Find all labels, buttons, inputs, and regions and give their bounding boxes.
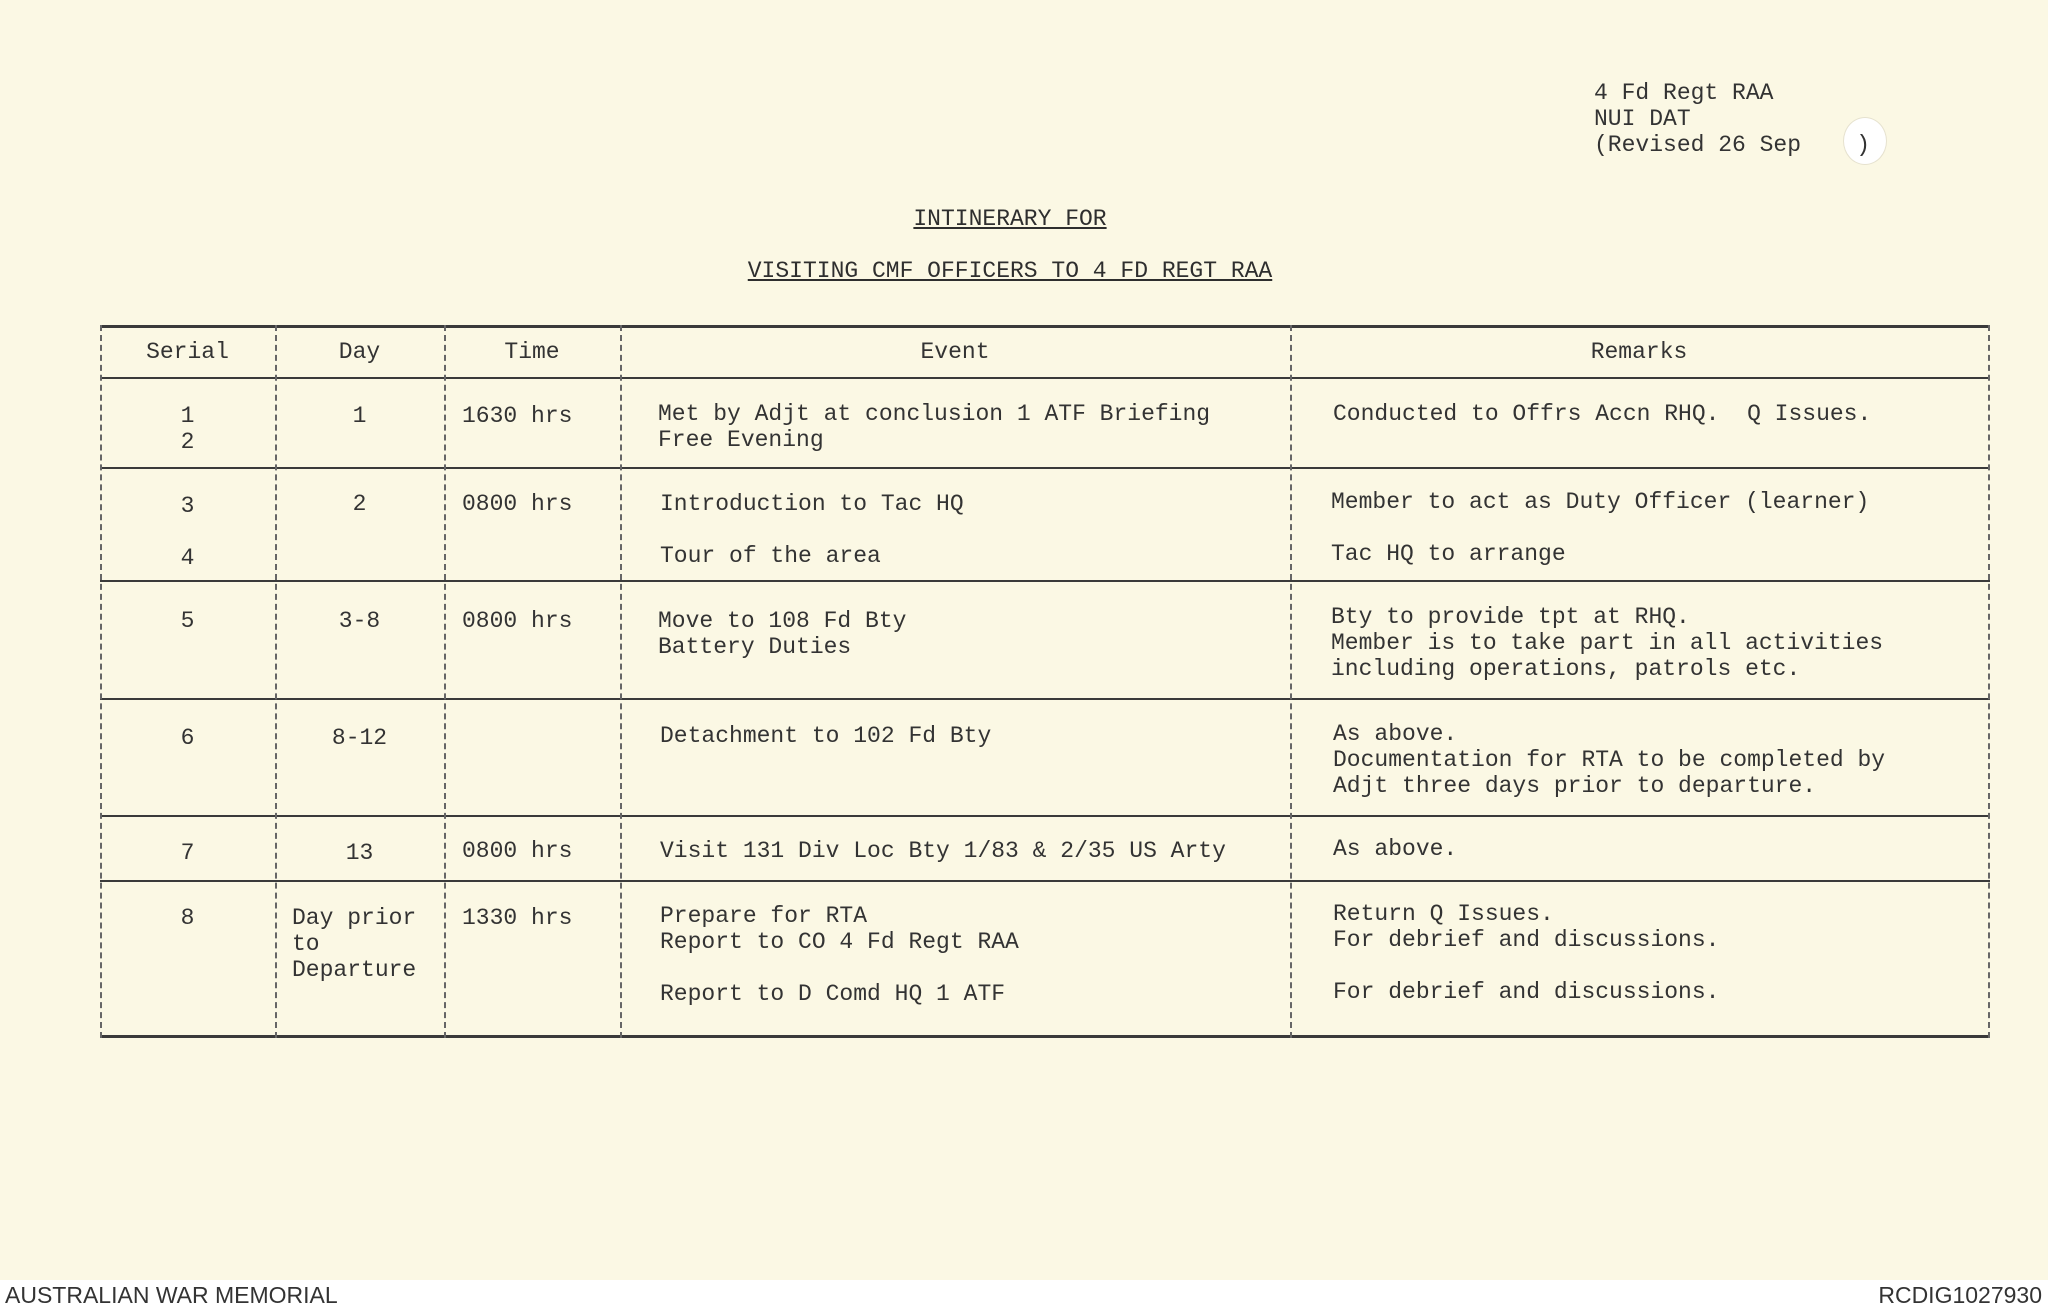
table-column-rule: [1988, 325, 1990, 1038]
row-1-serial: 1 2: [180, 403, 195, 455]
row-2-event: Introduction to Tac HQ Tour of the area: [660, 491, 964, 569]
row-5-event: Visit 131 Div Loc Bty 1/83 & 2/35 US Arty: [660, 838, 1226, 864]
header-block: [1594, 80, 1870, 158]
row-4-remarks: As above. Documentation for RTA to be completed by Adjt three days prior to departure.: [1333, 721, 1886, 799]
column-header-remarks: Remarks: [1590, 339, 1688, 365]
table-rule: [100, 1035, 1990, 1038]
column-header-day: Day: [338, 339, 381, 365]
row-3-event: Move to 108 Fd Bty Battery Duties: [658, 608, 907, 660]
row-4-day: 8-12: [331, 725, 388, 751]
table-rule: [100, 377, 1990, 379]
row-6-day: Day prior to Departure: [292, 905, 417, 983]
header-unit: 4 Fd Regt RAA: [1594, 80, 1774, 106]
document-title-line-1: INTINERARY FOR: [913, 206, 1107, 232]
column-header-serial: Serial: [146, 339, 229, 365]
table-rule: [100, 880, 1990, 882]
row-1-day: 1: [352, 403, 367, 429]
header-location: NUI DAT: [1594, 106, 1691, 132]
row-6-time: 1330 hrs: [462, 905, 573, 931]
row-3-time: 0800 hrs: [462, 608, 573, 634]
table-rule: [100, 325, 1990, 328]
row-4-serial: 6: [180, 725, 195, 751]
footer-bar: [0, 1280, 2048, 1311]
row-2-time: 0800 hrs: [462, 491, 573, 517]
row-6-serial: 8: [180, 905, 195, 931]
footer-record-id: RCDIG1027930: [1878, 1282, 2042, 1308]
table-column-rule: [444, 325, 446, 1038]
table-column-rule: [275, 325, 277, 1038]
row-6-event: Prepare for RTA Report to CO 4 Fd Regt RAA Report to D Comd HQ 1 ATF: [660, 903, 1019, 1007]
row-2-serial: 3 4: [180, 493, 195, 571]
row-5-time: 0800 hrs: [462, 838, 573, 864]
column-header-event: Event: [920, 339, 990, 365]
row-2-remarks: Member to act as Duty Officer (learner) Tac HQ to arrange: [1331, 489, 1870, 567]
row-1-event: Met by Adjt at conclusion 1 ATF Briefing Free Evening: [658, 401, 1211, 453]
row-2-day: 2: [352, 491, 367, 517]
header-revised: (Revised 26 Sep ): [1594, 132, 1871, 158]
row-6-remarks: Return Q Issues. For debrief and discussions. For debrief and discussions.: [1333, 901, 1720, 1005]
document-title-line-2: VISITING CMF OFFICERS TO 4 FD REGT RAA: [747, 258, 1273, 284]
row-3-serial: 5: [180, 608, 195, 634]
table-rule: [100, 467, 1990, 469]
column-header-time: Time: [504, 339, 560, 365]
row-1-time: 1630 hrs: [462, 403, 573, 429]
row-5-serial: 7: [180, 840, 195, 866]
table-rule: [100, 580, 1990, 582]
row-4-event: Detachment to 102 Fd Bty: [660, 723, 992, 749]
table-rule: [100, 815, 1990, 817]
row-3-remarks: Bty to provide tpt at RHQ. Member is to take part in all activities including operations, patrols etc.: [1331, 604, 1884, 682]
row-1-remarks: Conducted to Offrs Accn RHQ. Q Issues.: [1333, 401, 1872, 427]
itinerary-table: [100, 325, 1990, 1038]
table-column-rule: [1290, 325, 1292, 1038]
row-5-remarks: As above.: [1333, 836, 1458, 862]
footer-source: AUSTRALIAN WAR MEMORIAL: [5, 1282, 338, 1308]
table-column-rule: [620, 325, 622, 1038]
table-rule: [100, 698, 1990, 700]
row-5-day: 13: [345, 840, 374, 866]
row-3-day: 3-8: [338, 608, 381, 634]
